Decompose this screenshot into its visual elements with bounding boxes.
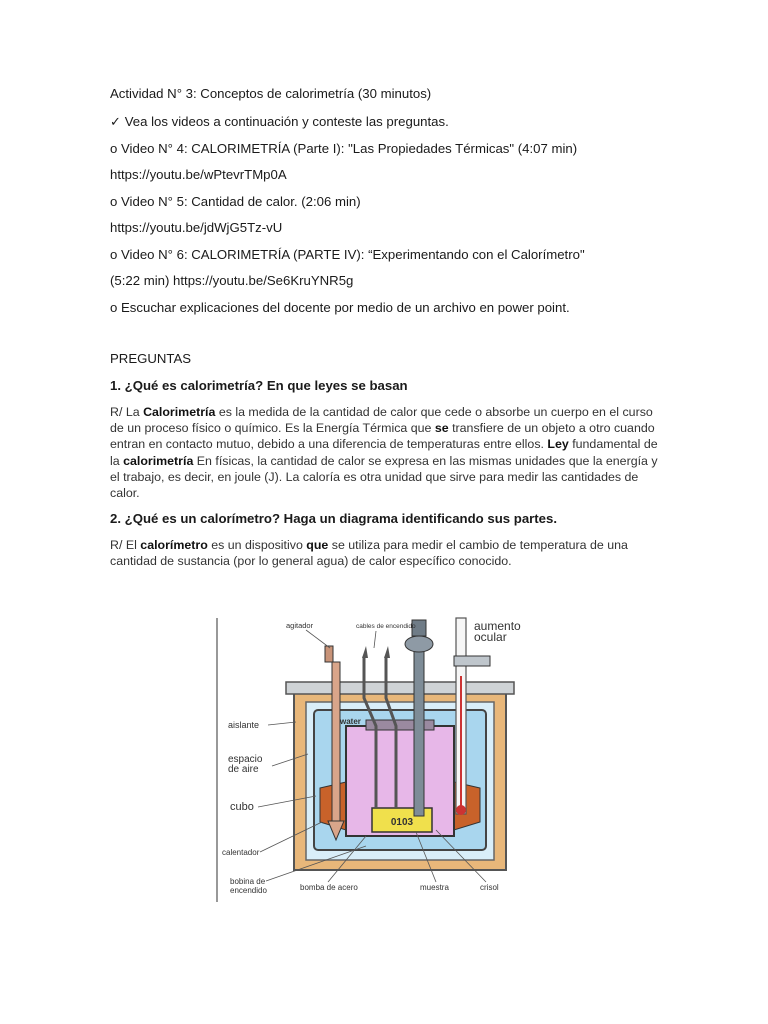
answer-1-text: fundamental de la (110, 437, 658, 468)
answer-2-text: se utiliza para medir el cambio de temperatura de una cantidad de sustancia (por lo general agua) de calor específico conocido. (110, 538, 628, 569)
activity-title: Actividad N° 3: Conceptos de calorimetría (30 minutos) (110, 86, 432, 101)
label-de-aire: de aire (228, 764, 259, 775)
question-1: 1. ¿Qué es calorimetría? En que leyes se basan (110, 378, 408, 393)
answer-1-bold: Ley (547, 437, 569, 452)
label-calentador: calentador (222, 848, 260, 857)
answer-1-bold: calorimetría (123, 453, 194, 468)
answer-1 (110, 404, 660, 501)
label-bomba: bomba de acero (300, 883, 358, 892)
label-agitador: agitador (286, 621, 314, 630)
questions-heading: PREGUNTAS (110, 351, 192, 366)
video-5-link[interactable]: https://youtu.be/jdWjG5Tz-vU (110, 220, 283, 235)
answer-1-bold: Calorimetría (143, 405, 216, 419)
answer-2-text: es un dispositivo (207, 538, 307, 552)
answer-2-bold: calorímetro (140, 538, 208, 552)
label-aumento: aumento (474, 619, 521, 633)
answer-2-text: R/ El (110, 538, 141, 552)
video-4-title: o Video N° 4: CALORIMETRÍA (Parte I): "Las Propiedades Térmicas" (4:07 min) (110, 141, 578, 156)
label-espacio: espacio (228, 754, 263, 765)
answer-1-text: es la medida de la cantidad de calor que cede o absorbe un cuerpo en el curso de un proceso físico o químico. Es la Energía Térmica que (110, 405, 653, 436)
answer-1-text: R/ La (110, 405, 144, 419)
question-2: 2. ¿Qué es un calorímetro? Haga un diagrama identificando sus partes. (110, 511, 558, 526)
video-5-title: o Video N° 5: Cantidad de calor. (2:06 min) (110, 194, 361, 209)
label-cables: cables de encendido (356, 623, 416, 630)
video-4-link[interactable]: https://youtu.be/wPtevrTMp0A (110, 167, 287, 182)
answer-1-bold: se (434, 421, 449, 436)
answer-1-text: transfiere de un objeto a otro cuando entran en contacto mutuo, debido a una diferencia de temperaturas entre ellos. (110, 421, 655, 452)
label-ocular: ocular (474, 630, 507, 644)
extra-item: o Escuchar explicaciones del docente por medio de un archivo en power point. (110, 300, 570, 315)
instruction-line: ✓ Vea los videos a continuación y conteste las preguntas. (110, 114, 449, 129)
video-6-link[interactable]: (5:22 min) https://youtu.be/Se6KruYNR5g (110, 273, 354, 288)
label-bobina: bobina de (230, 877, 266, 886)
video-6-title: o Video N° 6: CALORIMETRÍA (PARTE IV): “Experimentando con el Calorímetro" (110, 247, 585, 262)
label-aislante: aislante (228, 720, 260, 730)
display-readout: 0103 (390, 817, 414, 828)
label-crisol: crisol (480, 883, 499, 892)
label-cubo: cubo (230, 801, 254, 813)
label-encendido: encendido (230, 886, 267, 895)
calorimeter-diagram (216, 616, 536, 902)
answer-2-bold: que (306, 538, 329, 552)
label-muestra: muestra (420, 883, 449, 892)
answer-1-text: En físicas, la cantidad de calor se expresa en las mismas unidades que la energía y el trabajo, es decir, en joule (J). La caloría es otra unidad que sirve para medir las cantidades de calor. (110, 453, 658, 501)
answer-2 (110, 537, 660, 569)
label-water: water (340, 717, 361, 726)
